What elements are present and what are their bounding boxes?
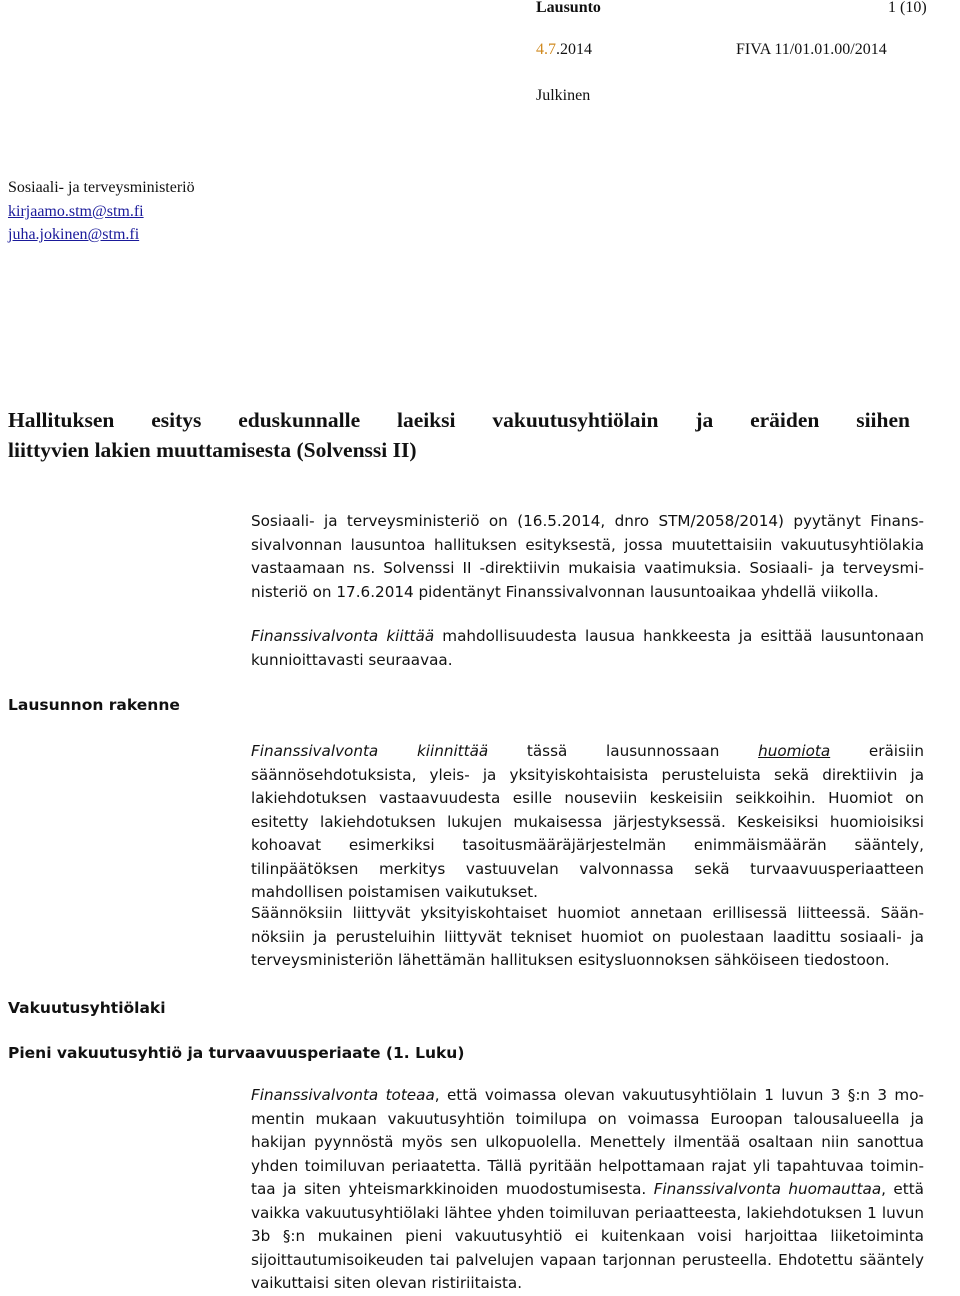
- document-date-day: 4.7: [536, 41, 556, 58]
- recipient-email-registry[interactable]: kirjaamo.stm@stm.fi: [8, 203, 144, 220]
- intro-paragraph-2: Finanssivalvonta kiittää mahdollisuudesta lausua hankkeesta ja esittää lausuntonaan kunnioittavasti seuraavaa.: [251, 627, 925, 669]
- structure-paragraph-2: Säännöksiin liittyvät yksityiskohtaiset huomiot annetaan erillisessä liitteessä. Säännöksiin ja perusteluihin liittyvät tekniset huomiot on puolestaan laadittu sosiaali- ja terveysministeriön lähettämän hallituksen esitysluonnoksen sähköiseen tiedostoon.: [251, 904, 924, 969]
- document-date: [536, 40, 592, 60]
- heading-lausunnon-rakenne: Lausunnon rakenne: [8, 696, 180, 714]
- document-title-line2: liittyvien lakien muuttamisesta (Solvenssi II): [8, 438, 417, 462]
- document-date-year: .2014: [556, 41, 592, 58]
- heading-vakuutusyhtiolaki: Vakuutusyhtiölaki: [8, 999, 166, 1017]
- structure-paragraph-1: Finanssivalvonta kiinnittää tässä lausunnossaan huomiota eräisiin säännösehdotuksista, yleis- ja yksityiskohtaisista perusteluista sekä direktiivin ja lakiehdotuksen vastaavuudesta esille nouseviin keskeisiin seikkoihin. Huomiot on esitetty lakiehdotuksen lukujen mukaisessa järjestyksessä. Keskeisiksi huomioisiksi kohoavat esimerkiksi tasoitusmääräjärjestelmän enimmäismäärän sääntely, tilinpäätöksen merkitys vastuuvelan valvonnassa sekä turvaavuusperiaatteen mahdollisen poistamisen vaikutukset.: [251, 742, 925, 901]
- subheading-pieni-vakuutusyhtio: Pieni vakuutusyhtiö ja turvaavuusperiaate (1. Luku): [8, 1044, 465, 1062]
- recipient-email-contact[interactable]: juha.jokinen@stm.fi: [8, 226, 140, 243]
- page-number: 1 (10): [888, 0, 927, 16]
- intro-paragraph-1: Sosiaali- ja terveysministeriö on (16.5.2014, dnro STM/2058/2014) pyytänyt Finanssivalvonnan lausuntoa hallituksen esityksestä, jossa muutettaisiin vakuutusyhtiölakia vastaamaan ns. Solvenssi II -direktiivin mukaisia vaatimuksia. Sosiaali- ja terveysministeriö on 17.6.2014 pidentänyt Finanssivalvonnan lausuntoaikaa yhdellä viikolla.: [251, 512, 924, 601]
- classification: Julkinen: [536, 87, 591, 104]
- document-reference: FIVA 11/01.01.00/2014: [736, 41, 887, 58]
- section-paragraph-1: Finanssivalvonta toteaa, että voimassa olevan vakuutusyhtiölain 1 luvun 3 §:n 3 momentin mukaan vakuutusyhtiön toimilupa on voimassa Euroopan talousalueella ja hakijan pyynnöstä myös sen ulkopuolella. Menettely ilmentää osaltaan niin sanottua yhden toimiluvan periaatetta. Tällä pyritään helpottamaan rajat yli tapahtuvaa toimintaa ja siten yhteismarkkinoiden muodostumisesta. Finanssivalvonta huomauttaa, että vaikka vakuutusyhtiölaki lähtee yhden toimiluvan periaatteesta, lakiehdotuksen 1 luvun 3b §:n mukainen pieni vakuutusyhtiö ei kuitenkaan voisi harjoittaa liiketoiminta sijoittautumisoikeuden tai palvelujen vapaan tarjonnan perusteella. Ehdotettu sääntely vaikuttaisi siten olevan ristiriitaista.: [251, 1086, 924, 1292]
- recipient-name: Sosiaali- ja terveysministeriö: [8, 179, 195, 196]
- document-title-line1: Hallituksen esitys eduskunnalle laeiksi vakuutusyhtiölain ja eräiden siihen: [8, 408, 910, 432]
- document-type: Lausunto: [536, 0, 601, 16]
